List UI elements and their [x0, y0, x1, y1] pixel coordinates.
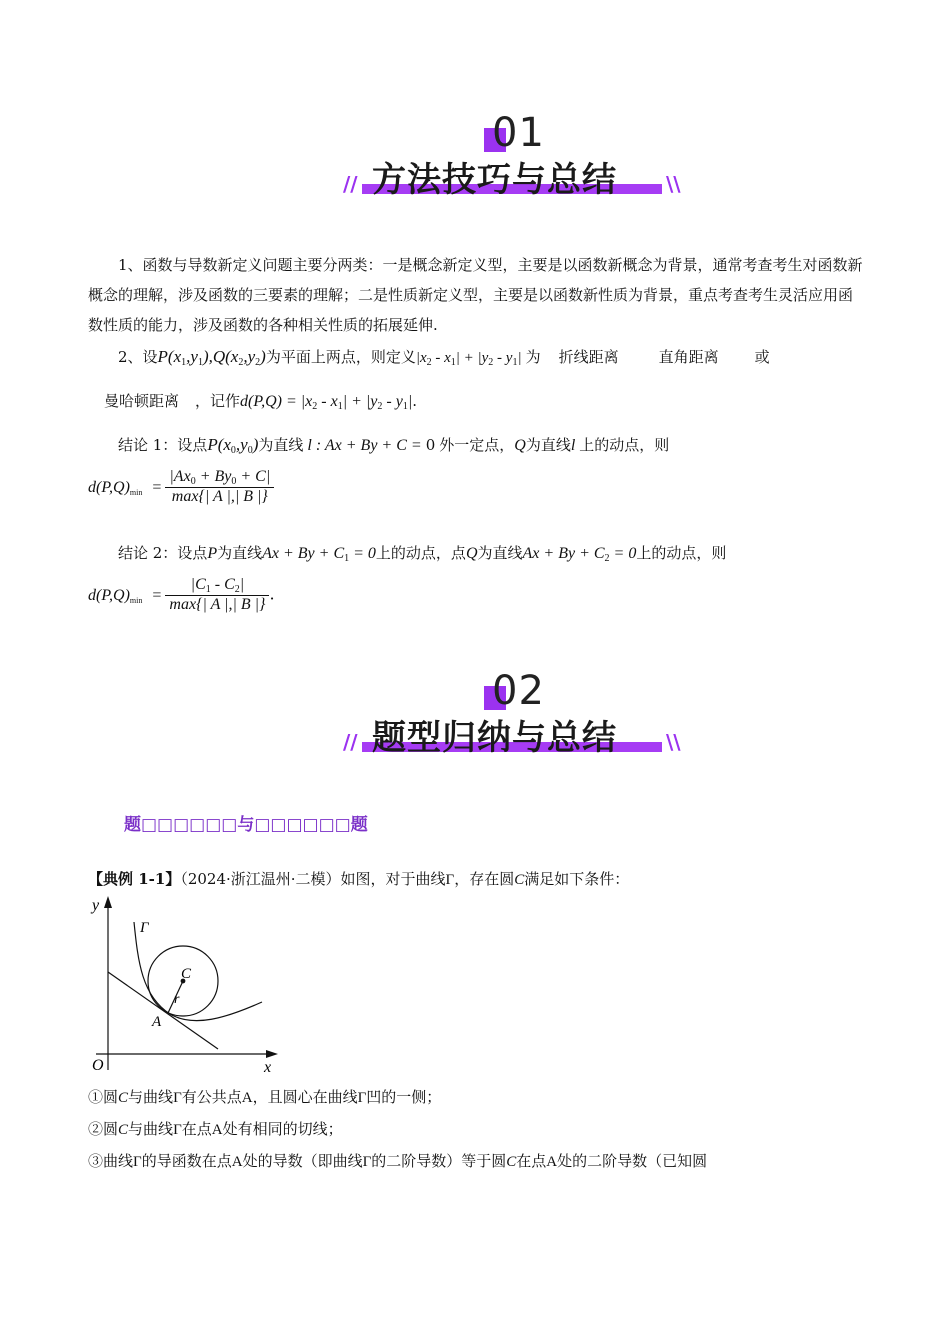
line-l-symbol: l	[570, 437, 576, 454]
para2-mid: 为平面上两点，则定义	[265, 348, 416, 366]
section1-number: 01	[492, 110, 545, 156]
condition-1-text-a: 圆	[103, 1088, 119, 1106]
condition-1-number: ①	[88, 1088, 104, 1106]
y-axis-arrow-icon	[104, 896, 112, 908]
line1-formula: $Ax + By + C_1 = 0$	[262, 545, 376, 564]
conclusion1-tail1: 外一定点，	[439, 436, 515, 454]
conclusion1-formula: $d(P,Q)_{min}$ = $\frac{|Ax_0 + By_0 + C|}{\max\{| A |,| B |\}}$	[88, 468, 274, 506]
example-tag: 【典例 1-1】	[88, 870, 181, 888]
point-q2-symbol: Q	[465, 545, 478, 562]
example-gamma: Γ	[445, 872, 455, 888]
figure-origin-label: O	[92, 1057, 104, 1074]
conclusion1-lead: 结论 1：设点	[118, 436, 208, 454]
condition-2-text-b: 与曲线	[128, 1120, 174, 1138]
paragraph-1: 1、函数与导数新定义问题主要分两类：一是概念新定义型，主要是以函数新概念为背景，通常考查考生对函数新概念的理解，涉及函数的三要素的理解；二是性质新定义型，主要是以函数新性质为背景，重点考查考生灵活应用函数性质的能力，涉及函数的各种相关性质的拓展延伸.	[88, 256, 863, 334]
paragraph-2-line2	[104, 386, 417, 422]
conclusion2-formula: $d(P,Q)_{min}$ = $\frac{|C_1 - C_2|}{\max\{| A |,| B |\}}$ .	[88, 576, 275, 613]
point-q-symbol: Q	[514, 437, 526, 454]
section2-left-slash-icon: //	[343, 730, 358, 754]
distance-definition-formula: $|x_2 - x_1| + |y_2 - y_1|$	[415, 350, 522, 368]
condition-2-gamma: Γ	[173, 1122, 182, 1138]
curve-circle-figure	[86, 892, 286, 1078]
line-l-formula: l : Ax + By + C =	[303, 437, 426, 454]
section1-title: 方法技巧与总结	[372, 160, 617, 200]
conclusion1-mid: 为直线	[258, 436, 304, 454]
condition-2	[88, 1114, 343, 1145]
conclusion1-tail2: 为直线	[525, 436, 571, 454]
section2-number: 02	[492, 668, 545, 714]
condition-2-c: C	[118, 1122, 129, 1138]
curve-gamma	[134, 922, 262, 1021]
condition-3-c: C	[506, 1154, 517, 1170]
para2-lead: 2、设	[118, 348, 158, 366]
figure-r-label: r	[174, 992, 180, 1007]
condition-1-text-c: 有公共点	[181, 1088, 242, 1106]
conclusion2-lead: 结论 2：设点	[118, 544, 208, 562]
conclusion2-end: .	[269, 584, 275, 604]
para2-wei: 为	[525, 348, 541, 366]
condition-1-a: A	[241, 1090, 253, 1106]
condition-3-gamma: Γ	[133, 1154, 142, 1170]
para2-end: .	[412, 392, 418, 410]
example-tail: 满足如下条件：	[524, 870, 630, 888]
conclusion2-tail2: 为直线	[477, 544, 523, 562]
condition-3-text-f: 处的二阶导数（已知圆	[557, 1152, 708, 1170]
condition-1-text-d: ，且圆心在曲线	[252, 1088, 358, 1106]
conclusion1-zero: 0	[425, 436, 436, 454]
condition-2-text-d: 处有相同的切线；	[222, 1120, 343, 1138]
condition-1-c: C	[118, 1090, 129, 1106]
conclusion2-line	[118, 538, 726, 574]
condition-1-gamma: Γ	[173, 1090, 182, 1106]
line2-formula: $Ax + By + C_2 = 0$	[522, 545, 637, 564]
section2-title: 题型归纳与总结	[372, 718, 617, 758]
condition-2-a: A	[211, 1122, 223, 1138]
condition-1	[88, 1082, 441, 1113]
conclusion2-mid: 为直线	[217, 544, 263, 562]
figure-x-label: x	[264, 1059, 272, 1076]
figure-y-label: y	[92, 897, 100, 914]
condition-3-a-2: A	[546, 1154, 558, 1170]
topic-label: 题□□□□□□与□□□□□□题	[124, 815, 368, 835]
distance-name-1: 折线距离	[558, 348, 619, 366]
condition-3-text-b: 的导函数在点	[141, 1152, 232, 1170]
condition-3-text-d: 的二阶导数）等于圆	[371, 1152, 507, 1170]
figure-c-label: C	[181, 966, 192, 982]
example-source: （2024·浙江温州·二模）如图，对于曲线	[180, 870, 446, 888]
figure-a-label: A	[152, 1014, 162, 1030]
condition-3-text-c: 处的导数（即曲线	[242, 1152, 363, 1170]
condition-1-text-b: 与曲线	[128, 1088, 174, 1106]
distance-name-3: 曼哈顿距离	[104, 392, 180, 410]
conclusion2-tail1: 上的动点，点	[375, 544, 466, 562]
condition-1-text-e: 凹的一侧；	[366, 1088, 442, 1106]
para2-or: 或	[754, 348, 770, 366]
point-p-symbol: P	[207, 545, 218, 562]
conclusion1-tail3: 上的动点，则	[579, 436, 670, 454]
condition-2-text-a: 圆	[103, 1120, 119, 1138]
conclusion1-line	[118, 430, 669, 466]
example-line	[88, 864, 629, 895]
condition-3-a: A	[231, 1154, 243, 1170]
condition-3	[88, 1146, 707, 1177]
condition-3-number: ③	[88, 1152, 104, 1170]
x-axis-arrow-icon	[266, 1050, 278, 1058]
figure-gamma-label: Γ	[140, 920, 149, 936]
condition-3-text-a: 曲线	[103, 1152, 134, 1170]
section2-right-slash-icon: \\	[666, 730, 681, 754]
condition-2-number: ②	[88, 1120, 104, 1138]
example-mid: ，存在圆	[454, 870, 515, 888]
section1-left-slash-icon: //	[343, 172, 358, 196]
point-pq-formula: $P(x_1,y_1),Q(x_2,y_2)$	[157, 347, 266, 368]
distance-notation-formula: $d(P,Q) = |x_2 - x_1| + |y_2 - y_1|$	[240, 393, 413, 412]
conclusion2-tail3: 上的动点，则	[636, 544, 727, 562]
distance-name-2: 直角距离	[658, 348, 719, 366]
example-c: C	[514, 872, 525, 888]
condition-3-text-e: 在点	[516, 1152, 547, 1170]
para2-record: ，记作	[195, 392, 241, 410]
paragraph-2-line1	[118, 342, 878, 378]
condition-3-gamma-2: Γ	[362, 1154, 372, 1170]
point-p0-formula: $P(x_0,y_0)$	[207, 435, 259, 456]
section1-right-slash-icon: \\	[666, 172, 681, 196]
condition-2-text-c: 在点	[181, 1120, 212, 1138]
condition-1-gamma-2: Γ	[357, 1090, 367, 1106]
